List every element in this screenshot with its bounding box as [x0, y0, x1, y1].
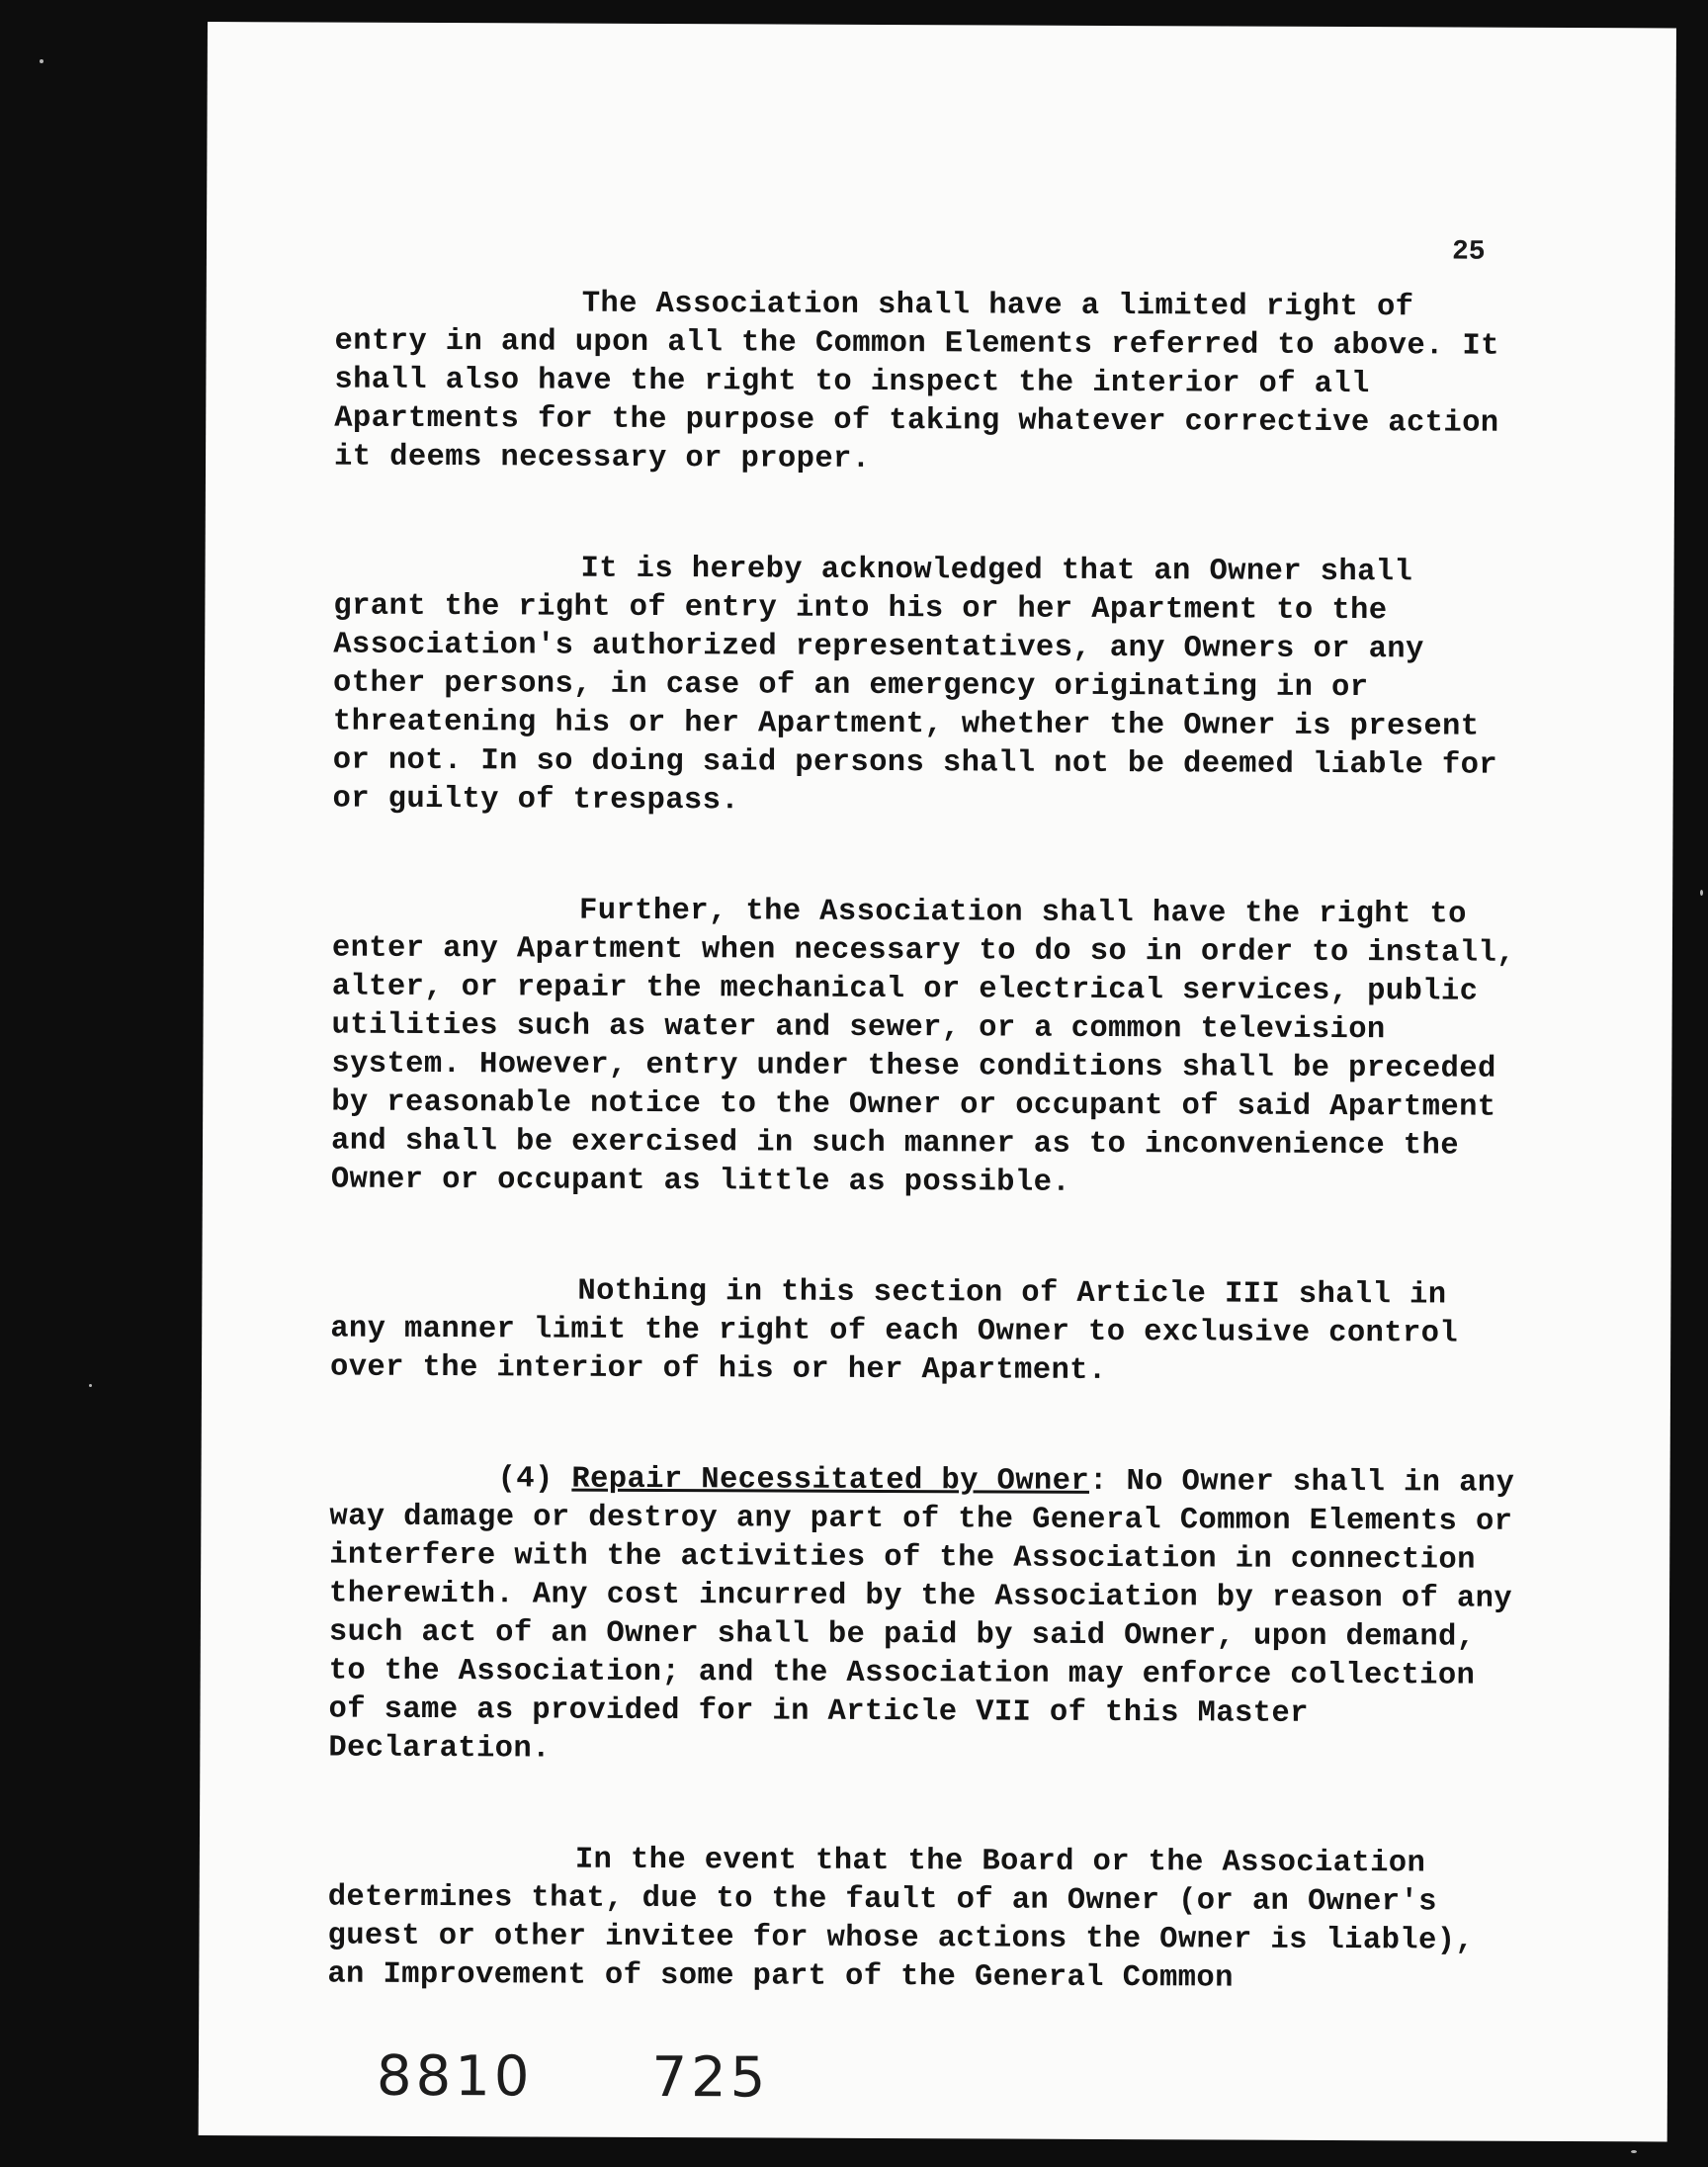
page-reference: 725	[651, 2044, 770, 2111]
scan-speck	[40, 59, 43, 63]
document-page	[199, 22, 1676, 2141]
paragraph-owner-control: Nothing in this section of Article III shall in any manner limit the right of each Owner to exclusive control over the interior of his or her Apartment.	[329, 1274, 1459, 1388]
paragraph-right-of-entry: The Association shall have a limited right of entry in and upon all the Common Elements referred to above. It shall also have the right to inspect the interior of all Apartments for the purpose of taking whatever corrective action it deems necessary or proper.	[334, 287, 1499, 477]
paragraph-service-entry: Further, the Association shall have the right to enter any Apartment when necessary to do so in order to install, alter, or repair the mechanical or electrical services, public utilities such as water and sewer, or a common television system. However, entry under these conditions shall be preceded by reasonable notice to the Owner or occupant of said Apartment and shall be exercised in such manner as to inconvenience the Owner or occupant as little as possible.	[330, 894, 1515, 1200]
section-4-number: (4)	[497, 1462, 554, 1497]
section-4-heading: Repair Necessitated by Owner	[571, 1462, 1090, 1499]
scan-speck	[89, 1384, 92, 1387]
paragraph-fault-of-owner: In the event that the Board or the Association determines that, due to the fault of an Owner (or an Owner's guest or other invitee for whose actions the Owner is liable), an Improvement of some part of the General Common	[327, 1843, 1475, 1996]
page-number: 25	[1451, 236, 1486, 268]
scan-speck	[1700, 890, 1703, 896]
book-number: 8810	[376, 2043, 534, 2110]
scan-speck	[1631, 2150, 1637, 2153]
paragraph-emergency-entry: It is hereby acknowledged that an Owner shall grant the right of entry into his or her Apartment to the Association's authorized representatives, any Owners or any other persons, in case of an emergency originating in or threatening his or her Apartment, whether the Owner is present or not. In so doing said persons shall not be deemed liable for or guilty of trespass.	[332, 552, 1498, 819]
section-4-paragraph	[328, 1460, 1515, 1774]
document-body	[327, 285, 1521, 2072]
section-4-text: : No Owner shall in any way damage or destroy any part of the General Common Elements or interfere with the activities of the Association in connection therewith. Any cost incurred by the Association by reason of any such act of an Owner shall be paid by said Owner, upon demand, to the Association; and the Association may enforce collection of same as provided for in Article VII of this Master Declaration.	[328, 1464, 1515, 1767]
recording-numbers	[377, 2044, 889, 2111]
